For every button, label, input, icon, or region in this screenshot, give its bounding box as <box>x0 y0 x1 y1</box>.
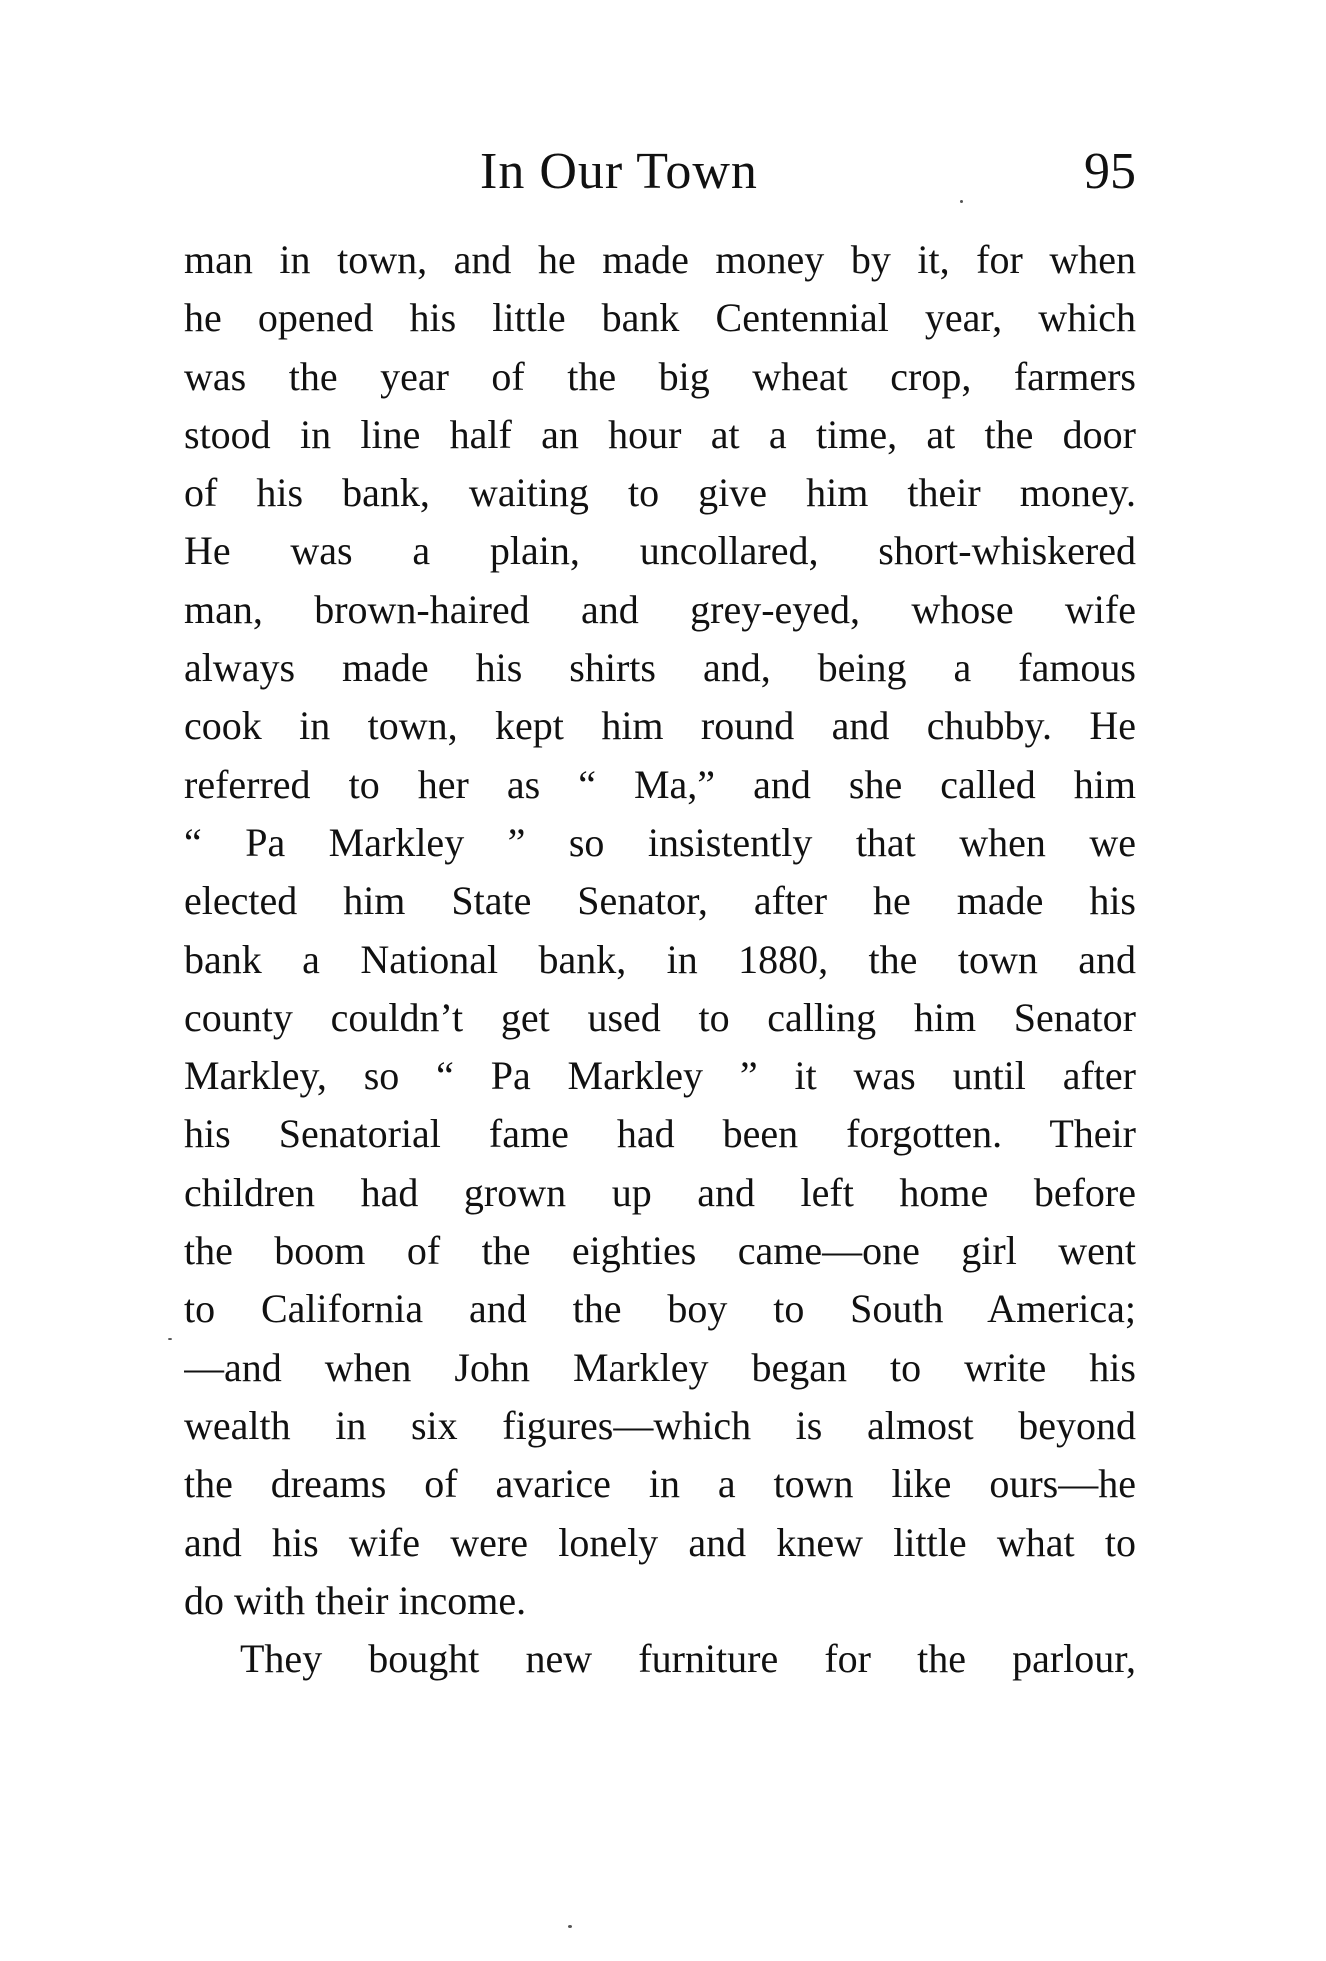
text-line: the boom of the eighties came—one girl went <box>184 1228 1136 1274</box>
text-line: was the year of the big wheat crop, farmers <box>184 353 1136 399</box>
text-line: “ Pa Markley ” so insistently that when we <box>184 819 1136 865</box>
text-line: man, brown-haired and grey-eyed, whose wife <box>184 586 1136 632</box>
text-line: stood in line half an hour at a time, at the door <box>184 411 1136 457</box>
text-line: elected him State Senator, after he made his <box>184 878 1136 924</box>
text-line: children had grown up and left home before <box>184 1169 1136 1215</box>
text-line: —and when John Markley began to write his <box>184 1344 1136 1390</box>
text-line: man in town, and he made money by it, for when <box>184 237 1136 282</box>
text-line: He was a plain, uncollared, short-whiskered <box>184 528 1136 574</box>
paragraph-start-line: They bought new furniture for the parlour, <box>240 1636 1136 1682</box>
running-head <box>184 142 1136 202</box>
text-line: to California and the boy to South America; <box>184 1286 1136 1332</box>
body-text <box>184 231 1136 1688</box>
text-line: he opened his little bank Centennial year, which <box>184 295 1136 341</box>
text-line: of his bank, waiting to give him their money. <box>184 470 1136 516</box>
scan-speck <box>960 200 963 203</box>
text-line: referred to her as “ Ma,” and she called him <box>184 761 1136 807</box>
text-line: always made his shirts and, being a famous <box>184 645 1136 691</box>
text-line: county couldn’t get used to calling him Senator <box>184 994 1136 1040</box>
scan-speck <box>168 1338 172 1340</box>
text-line: wealth in six figures—which is almost beyond <box>184 1402 1136 1448</box>
page-number: 95 <box>1084 143 1136 200</box>
running-title: In Our Town <box>480 143 758 200</box>
text-line: the dreams of avarice in a town like ours—he <box>184 1461 1136 1507</box>
text-line: bank a National bank, in 1880, the town and <box>184 936 1136 982</box>
text-line: do with their income. <box>184 1577 527 1623</box>
text-line: and his wife were lonely and knew little what to <box>184 1519 1136 1565</box>
scan-speck <box>568 1925 572 1928</box>
text-line: cook in town, kept him round and chubby. He <box>184 703 1136 749</box>
text-line: Markley, so “ Pa Markley ” it was until after <box>184 1053 1136 1099</box>
text-line: his Senatorial fame had been forgotten. Their <box>184 1111 1136 1157</box>
